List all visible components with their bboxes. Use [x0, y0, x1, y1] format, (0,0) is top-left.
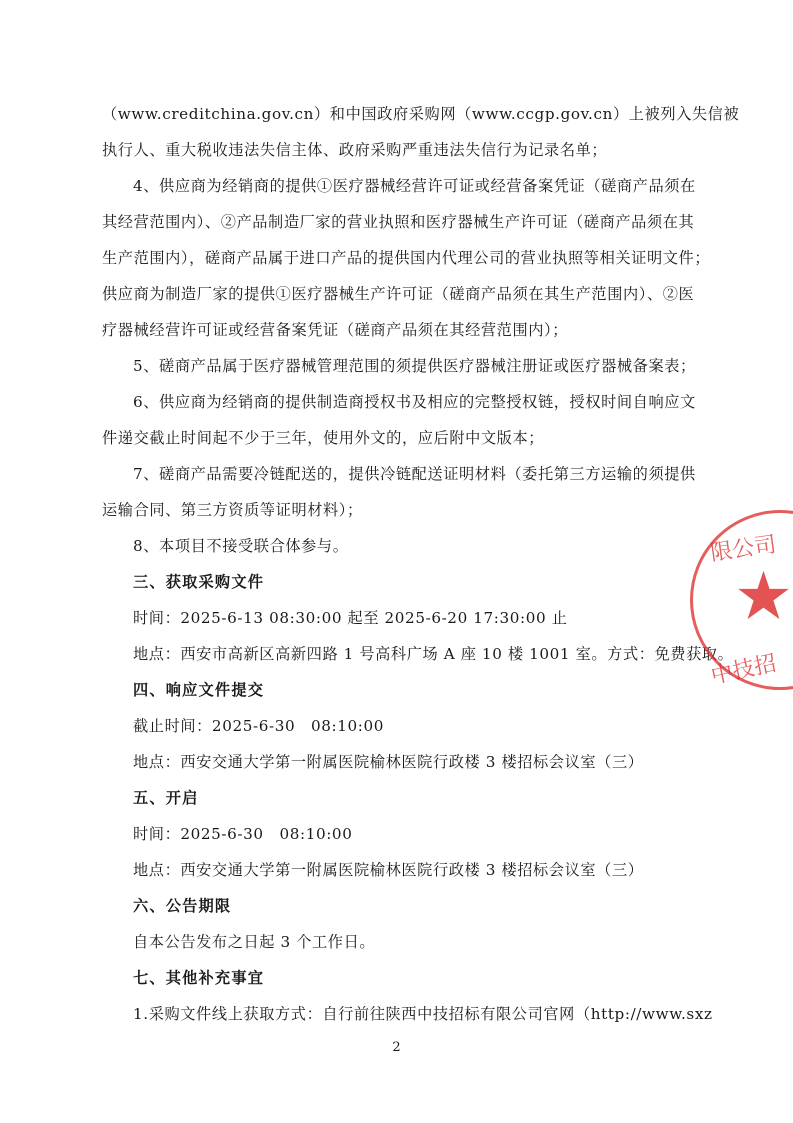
text-line: 生产范围内），磋商产品属于进口产品的提供国内代理公司的营业执照等相关证明文件；	[102, 249, 711, 267]
text-line: 自本公告发布之日起 3 个工作日。	[133, 933, 376, 951]
section-heading: 六、公告期限	[133, 897, 232, 915]
text-line: 时间：2025-6-30 08:10:00	[133, 825, 353, 843]
section-heading: 三、获取采购文件	[133, 573, 265, 591]
page-number: 2	[392, 1040, 401, 1055]
text-line: 地点：西安市高新区高新四路 1 号高科广场 A 座 10 楼 1001 室。方式：免费获取。	[133, 645, 734, 663]
section-heading: 七、其他补充事宜	[133, 969, 265, 987]
seal-star-icon	[736, 568, 791, 623]
text-line: 件递交截止时间起不少于三年，使用外文的，应后附中文版本；	[102, 429, 545, 447]
text-line: 执行人、重大税收违法失信主体、政府采购严重违法失信行为记录名单；	[102, 141, 608, 159]
text-line: 6、供应商为经销商的提供制造商授权书及相应的完整授权链，授权时间自响应文	[133, 393, 696, 411]
seal-bottom-text: 中技招	[708, 651, 779, 690]
section-heading: 五、开启	[133, 789, 199, 807]
text-line: 时间：2025-6-13 08:30:00 起至 2025-6-20 17:30:00 止	[133, 609, 568, 627]
text-line: 4、供应商为经销商的提供①医疗器械经营许可证或经营备案凭证（磋商产品须在	[133, 177, 696, 195]
section-heading: 四、响应文件提交	[133, 681, 265, 699]
text-line: 供应商为制造厂家的提供①医疗器械生产许可证（磋商产品须在其生产范围内）、②医	[102, 285, 695, 303]
text-line: （www.creditchina.gov.cn）和中国政府采购网（www.ccgp.gov.cn）上被列入失信被	[102, 105, 740, 123]
text-line: 运输合同、第三方资质等证明材料）；	[102, 501, 363, 519]
text-line: 7、磋商产品需要冷链配送的，提供冷链配送证明材料（委托第三方运输的须提供	[133, 465, 696, 483]
text-line: 1.采购文件线上获取方式：自行前往陕西中技招标有限公司官网（http://www.sxz	[133, 1005, 713, 1023]
text-line: 疗器械经营许可证或经营备案凭证（磋商产品须在其经营范围内）；	[102, 321, 569, 339]
text-line: 5、磋商产品属于医疗器械管理范围的须提供医疗器械注册证或医疗器械备案表；	[133, 357, 696, 375]
text-line: 8、本项目不接受联合体参与。	[133, 537, 349, 555]
text-line: 其经营范围内）、②产品制造厂家的营业执照和医疗器械生产许可证（磋商产品须在其	[102, 213, 695, 231]
text-line: 地点：西安交通大学第一附属医院榆林医院行政楼 3 楼招标会议室（三）	[133, 861, 644, 879]
company-seal	[680, 500, 793, 700]
text-line: 截止时间：2025-6-30 08:10:00	[133, 717, 385, 735]
text-line: 地点：西安交通大学第一附属医院榆林医院行政楼 3 楼招标会议室（三）	[133, 753, 644, 771]
seal-top-text: 限公司	[708, 532, 778, 567]
